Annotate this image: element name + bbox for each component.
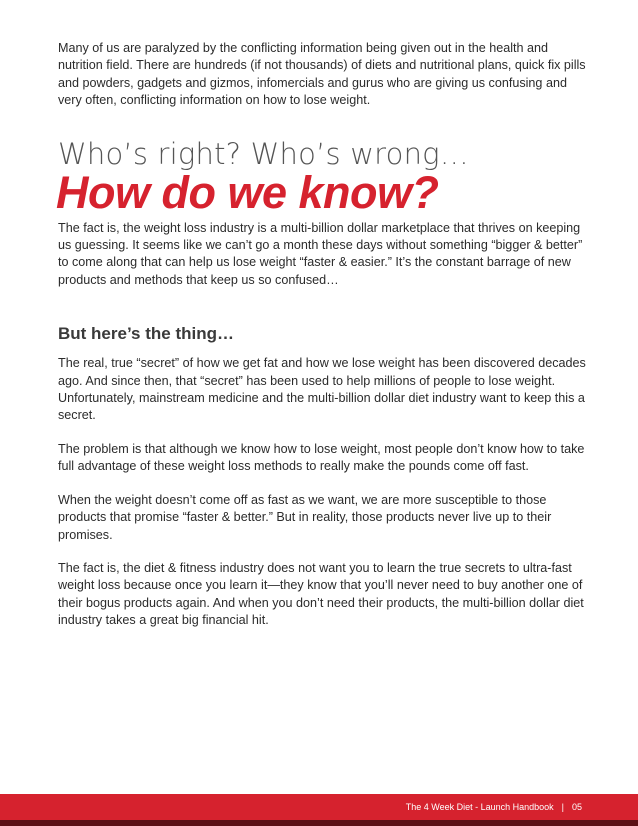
footer-text xyxy=(406,794,582,820)
footer-bar xyxy=(0,794,638,820)
body-paragraph-3: When the weight doesn’t come off as fast as we want, we are more susceptible to those products that promise “faster & better.” But in reality, those products never live up to their promises. xyxy=(58,492,552,542)
section-heading: But here’s the thing… xyxy=(58,324,234,344)
body-paragraph-4: The fact is, the diet & fitness industry does not want you to learn the true secrets to ultra-fast weight loss because once you learn it—they know that you’ll never need to buy another one of their bogus products again. And when you don’t need their products, the multi-billion dollar diet industry takes a great big financial hit. xyxy=(58,560,584,628)
page-content xyxy=(58,40,588,646)
page-number: 05 xyxy=(571,802,582,812)
intro-paragraph: Many of us are paralyzed by the conflicting information being given out in the health and nutrition field. There are hundreds (if not thousands) of diets and nutritional plans, quick fix pills and powders, gadgets and gizmos, infomercials and gurus who are giving us confusing and very often, conflicting information on how to lose weight. xyxy=(58,41,586,108)
body-paragraph-2: The problem is that although we know how to lose weight, most people don’t know how to take full advantage of these weight loss methods to really make the pounds come off fast. xyxy=(58,441,585,474)
footer-separator: | xyxy=(561,802,564,812)
industry-paragraph: The fact is, the weight loss industry is a multi-billion dollar marketplace that thrives on keeping us guessing. It seems like we can’t go a month these days without something “bigger & better” to come along that can help us lose weight “faster & easier.” It’s the constant barrage of new products and methods that keep us so confused… xyxy=(58,220,583,287)
body-paragraph-1: The real, true “secret” of how we get fat and how we lose weight has been discovered decades ago. And since then, that “secret” has been used to help millions of people to lose weight. Unfortunately, mainstream medicine and the multi-billion dollar diet industry want to keep this a secret. xyxy=(58,356,586,423)
footer-bottom-stripe xyxy=(0,820,638,826)
headline-emphasis: How do we know? xyxy=(56,166,439,218)
headline-question: Who’s right? Who’s wrong… xyxy=(58,136,469,171)
footer-title: The 4 Week Diet - Launch Handbook xyxy=(405,802,554,812)
